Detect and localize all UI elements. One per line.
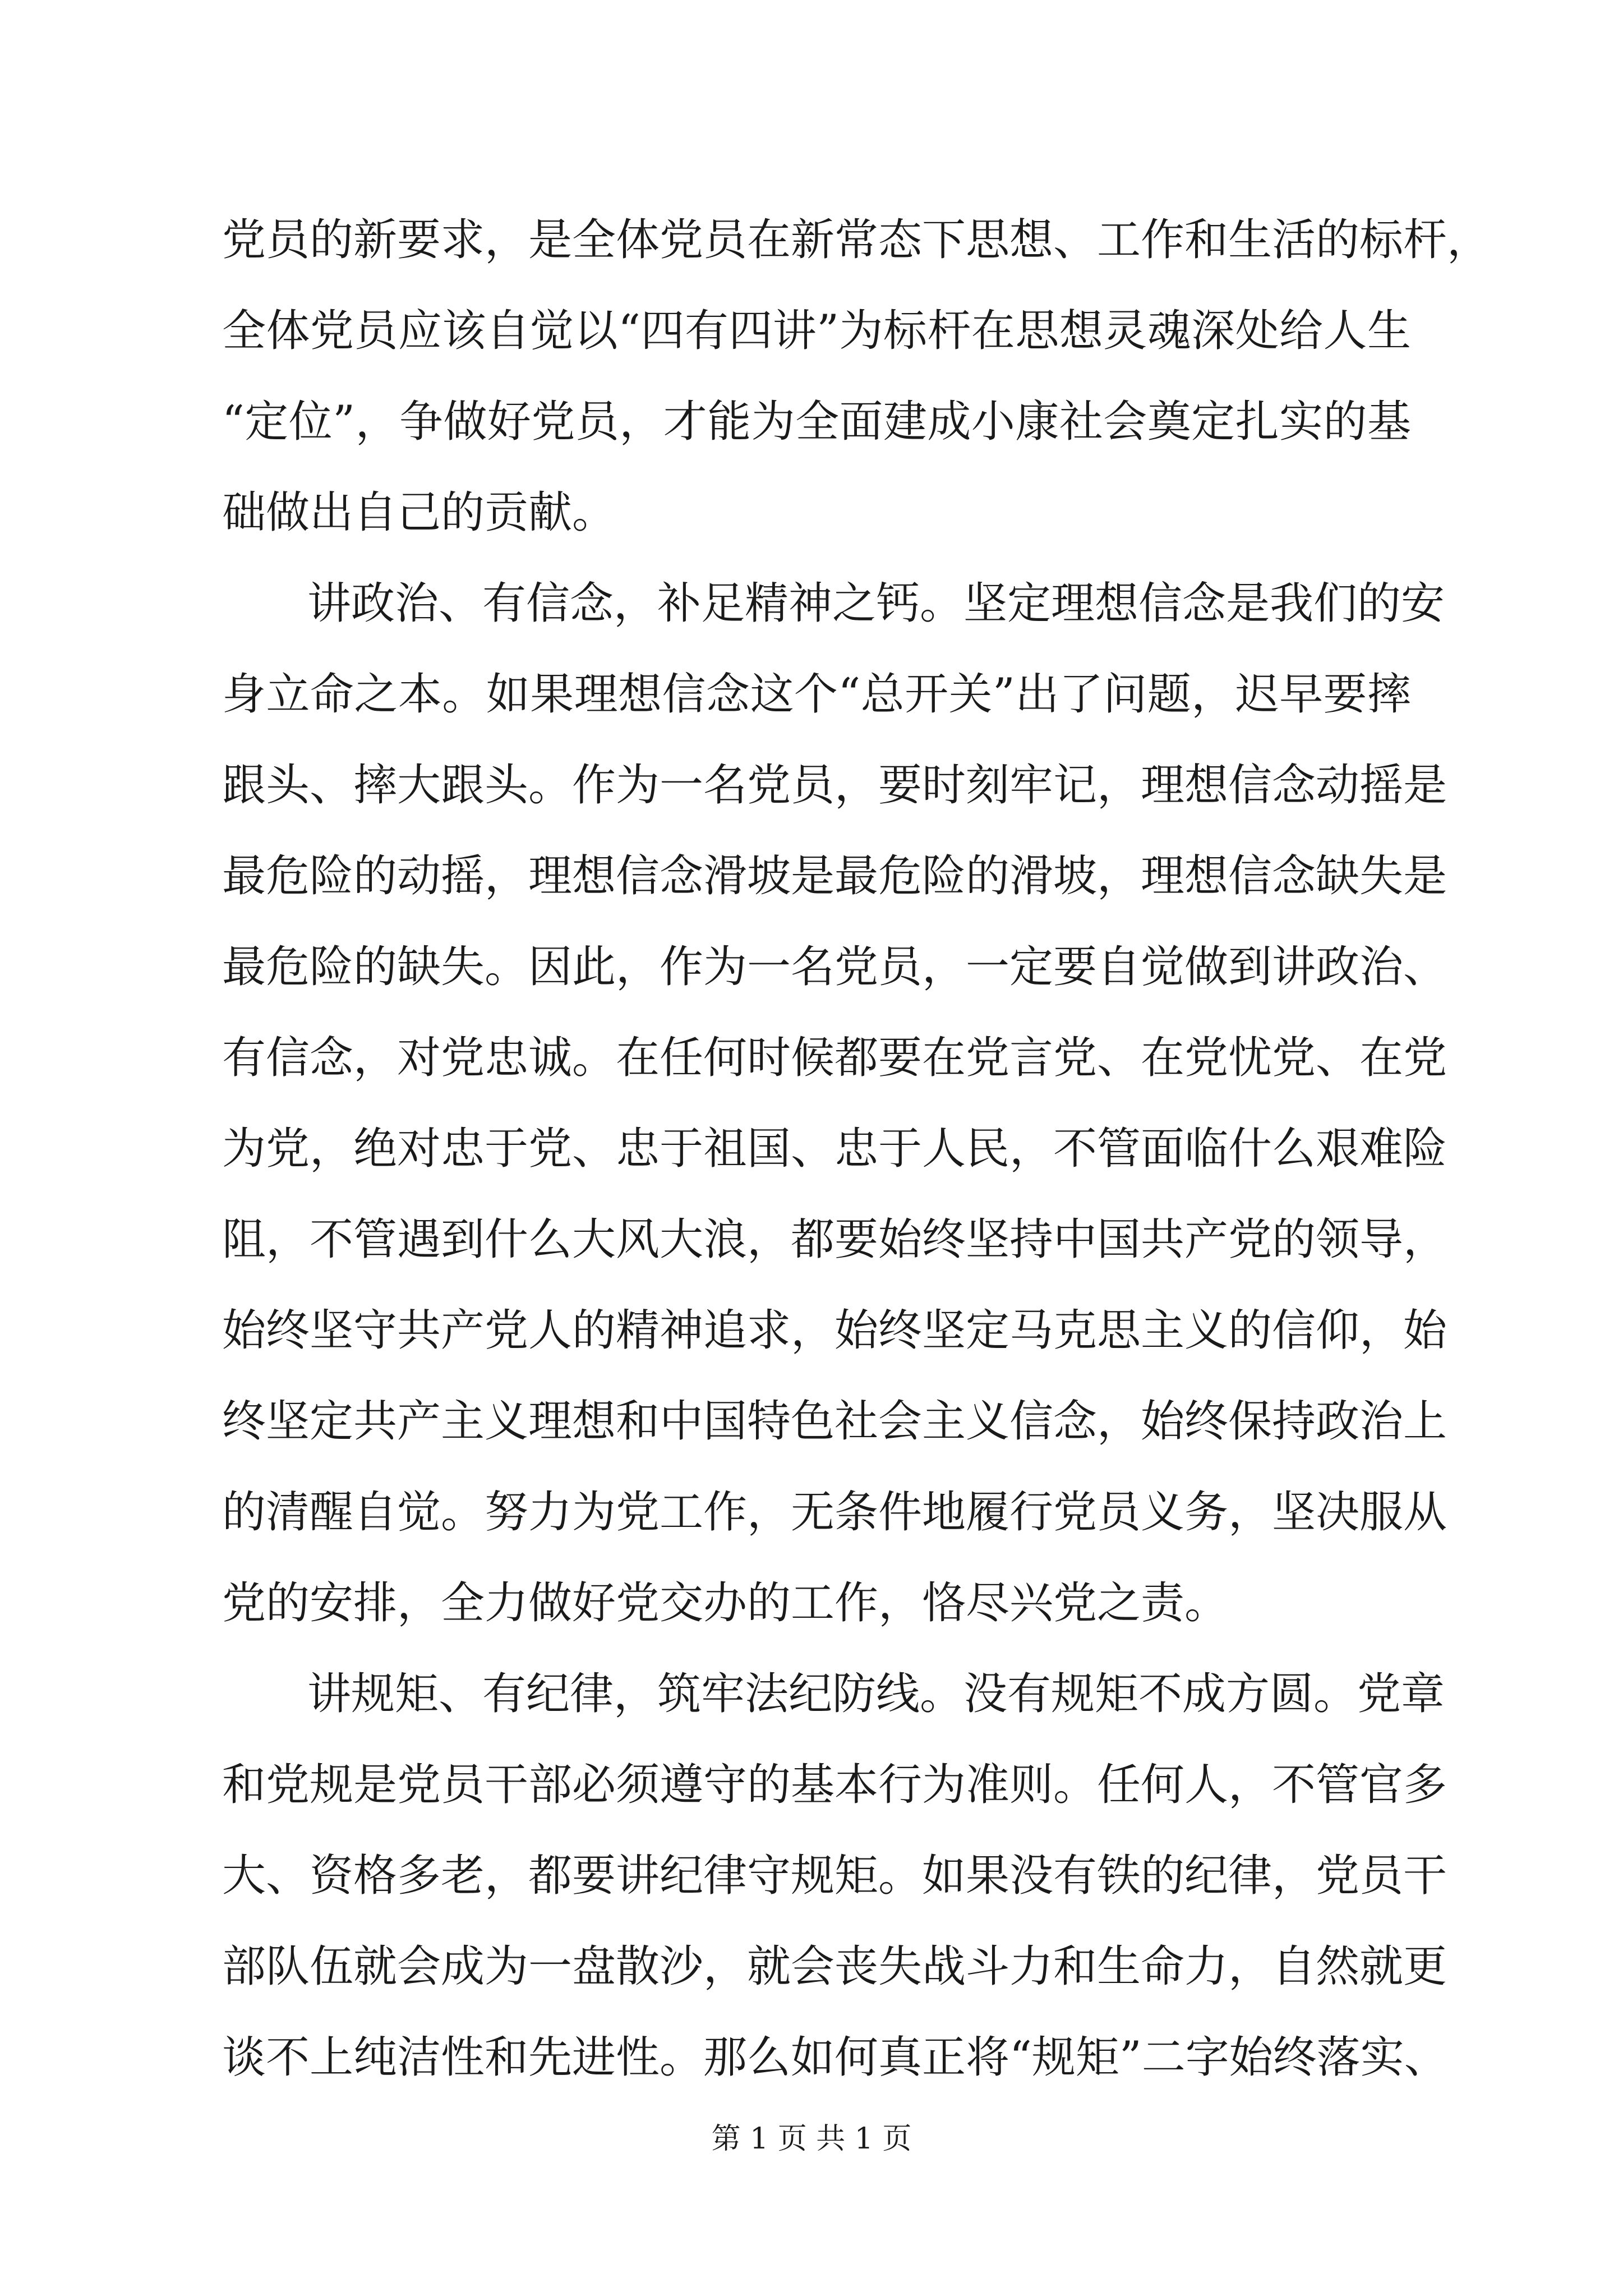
text-line: 党员的新要求，是全体党员在新常态下思想、工作和生活的标杆， (222, 215, 1491, 265)
text-line: 终坚定共产主义理想和中国特色社会主义信念，始终保持政治上 (222, 1396, 1447, 1447)
text-line: 谈不上纯洁性和先进性。那么如何真正将“规矩”二字始终落实、 (222, 2032, 1448, 2083)
text-line: 阻，不管遇到什么大风大浪，都要始终坚持中国共产党的领导， (222, 1214, 1447, 1265)
text-line: “定位”，争做好党员，才能为全面建成小康社会奠定扎实的基 (222, 397, 1411, 447)
text-line: 讲政治、有信念，补足精神之钙。坚定理想信念是我们的安 (307, 578, 1445, 629)
text-line: 部队伍就会成为一盘散沙，就会丧失战斗力和生命力，自然就更 (222, 1941, 1447, 1992)
text-line: 全体党员应该自觉以“四有四讲”为标杆在思想灵魂深处给人生 (222, 306, 1411, 356)
text-line: 有信念，对党忠诚。在任何时候都要在党言党、在党忧党、在党 (222, 1033, 1447, 1083)
text-line: 身立命之本。如果理想信念这个“总开关”出了问题，迟早要摔 (222, 669, 1411, 720)
text-line: 为党，绝对忠于党、忠于祖国、忠于人民，不管面临什么艰难险 (222, 1124, 1447, 1174)
text-line: 最危险的缺失。因此，作为一名党员，一定要自觉做到讲政治、 (222, 942, 1447, 992)
page-footer: 第 1 页 共 1 页 (711, 2122, 912, 2156)
text-line: 础做出自己的贡献。 (222, 487, 616, 538)
text-line: 最危险的动摇，理想信念滑坡是最危险的滑坡，理想信念缺失是 (222, 851, 1447, 901)
text-line: 跟头、摔大跟头。作为一名党员，要时刻牢记，理想信念动摇是 (222, 760, 1447, 811)
text-line: 始终坚守共产党人的精神追求，始终坚定马克思主义的信仰，始 (222, 1305, 1447, 1356)
text-line: 的清醒自觉。努力为党工作，无条件地履行党员义务，坚决服从 (222, 1487, 1447, 1538)
text-line: 讲规矩、有纪律，筑牢法纪防线。没有规矩不成方圆。党章 (307, 1669, 1445, 1719)
text-line: 和党规是党员干部必须遵守的基本行为准则。任何人，不管官多 (222, 1760, 1447, 1810)
text-line: 大、资格多老，都要讲纪律守规矩。如果没有铁的纪律，党员干 (222, 1851, 1447, 1901)
text-line: 党的安排，全力做好党交办的工作，恪尽兴党之责。 (222, 1578, 1229, 1628)
